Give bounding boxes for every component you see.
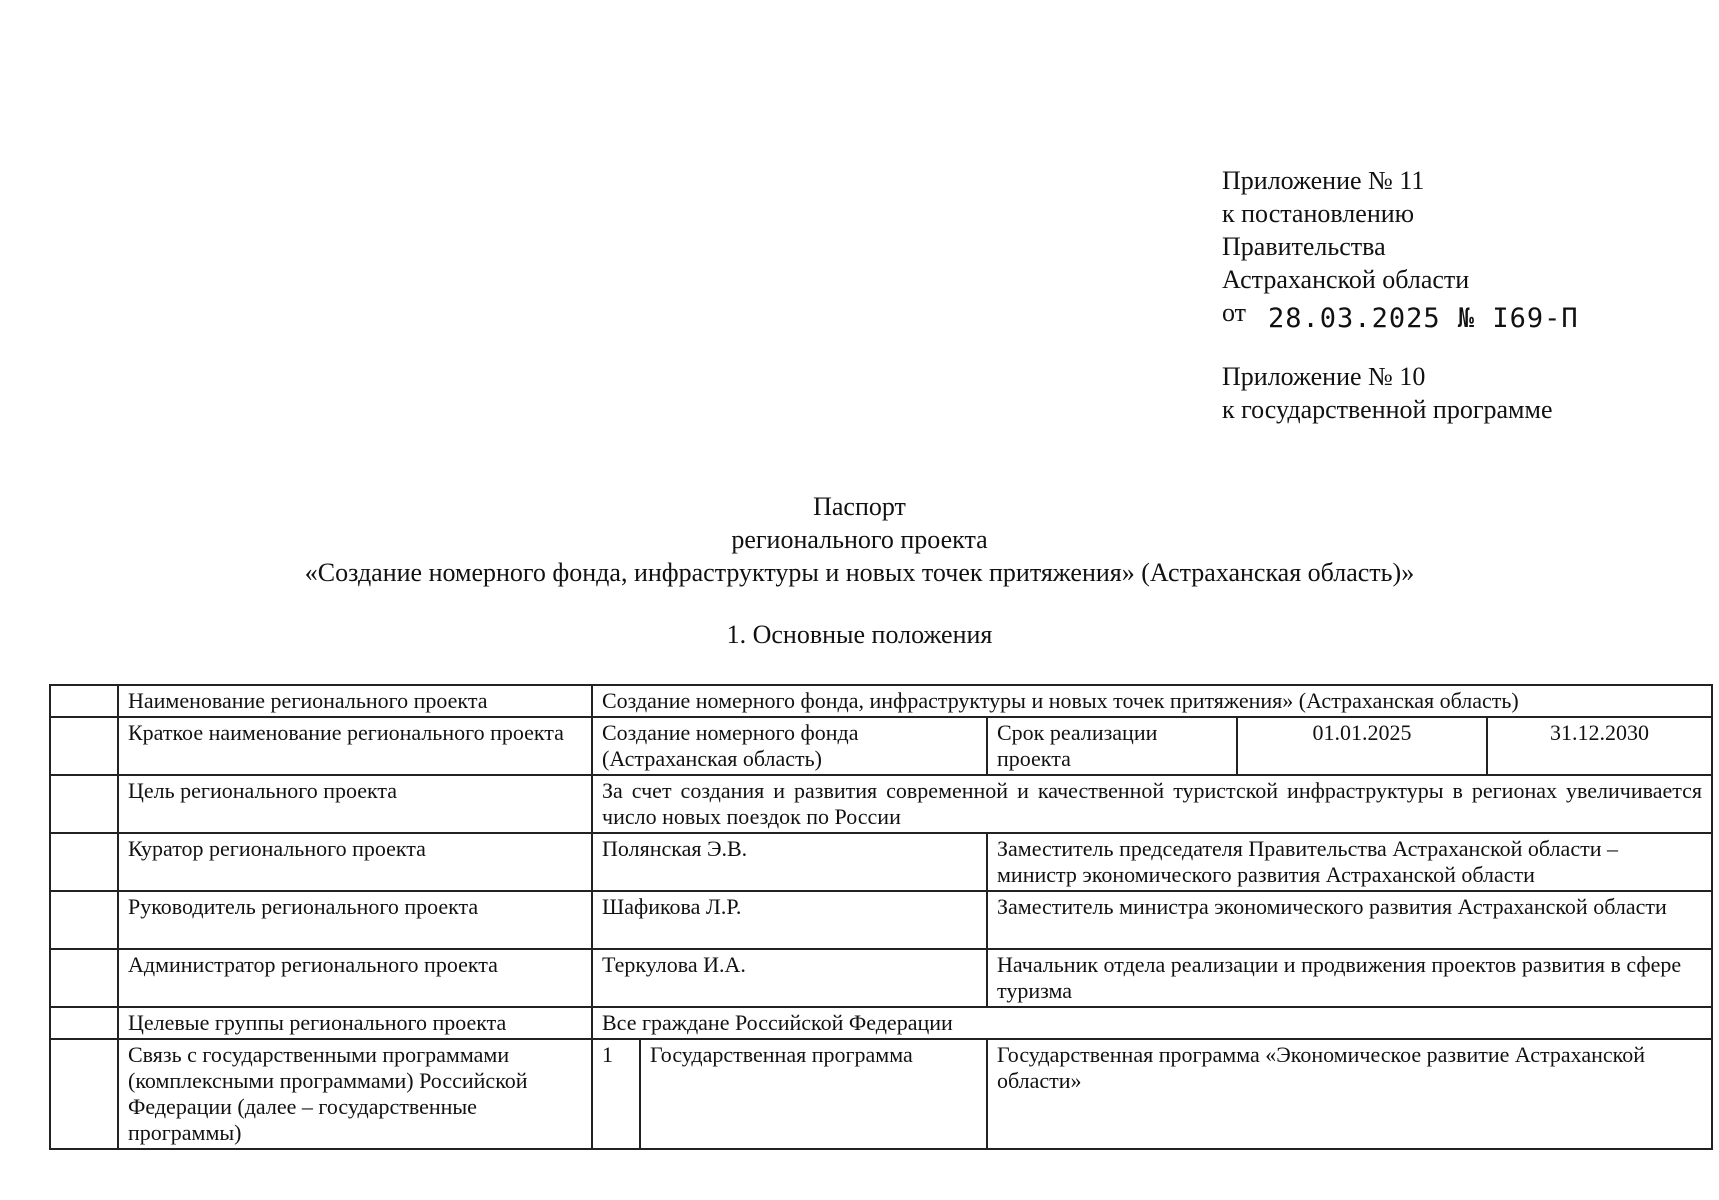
appendix-10-block [1222, 360, 1553, 426]
title-line1: Паспорт [813, 492, 906, 521]
short-name-value: Создание номерного фонда (Астраханская область) [592, 717, 987, 775]
row-spacer-cell [50, 1039, 118, 1149]
curator-position: Заместитель председателя Правительства Астраханской области – министр экономического развития Астраханской области [987, 833, 1712, 891]
head-position: Заместитель министра экономического развития Астраханской области [987, 891, 1712, 949]
start-date: 01.01.2025 [1237, 717, 1487, 775]
section-heading: 1. Основные положения [726, 620, 993, 649]
appendix-11-line4: Астраханской области [1222, 265, 1470, 294]
administrator-position: Начальник отдела реализации и продвижения проектов развития в сфере туризма [987, 949, 1712, 1007]
head-person: Шафикова Л.Р. [592, 891, 987, 949]
programs-type: Государственная программа [640, 1039, 987, 1149]
goal-value: За счет создания и развития современной и качественной туристской инфраструктуры в регионах увеличивается число новых поездок по России [592, 775, 1712, 833]
administrator-label: Администратор регионального проекта [118, 949, 592, 1007]
table-row-name [50, 685, 1712, 717]
row-spacer-cell [50, 891, 118, 949]
name-label: Наименование регионального проекта [118, 685, 592, 717]
appendix-10-line1: Приложение № 10 [1222, 362, 1426, 391]
period-label: Срок реализации проекта [987, 717, 1237, 775]
document-title [0, 490, 1719, 589]
programs-num: 1 [592, 1039, 640, 1149]
row-spacer-cell [50, 775, 118, 833]
title-line3: «Создание номерного фонда, инфраструктуры и новых точек притяжения» (Астраханская область)» [304, 558, 1415, 587]
name-value: Создание номерного фонда, инфраструктуры и новых точек притяжения» (Астраханская область) [592, 685, 1712, 717]
table-row-administrator [50, 949, 1712, 1007]
appendix-11-line2: к постановлению [1222, 199, 1415, 228]
row-spacer-cell [50, 949, 118, 1007]
table-row-curator [50, 833, 1712, 891]
appendix-10-line2: к государственной программе [1222, 395, 1553, 424]
row-spacer-cell [50, 1007, 118, 1039]
curator-label: Куратор регионального проекта [118, 833, 592, 891]
table-row-short-name [50, 717, 1712, 775]
handwritten-date-number: 28.03.2025 № I69-П [1268, 303, 1579, 334]
appendix-11-block [1222, 164, 1579, 334]
date-prefix: от [1222, 298, 1247, 327]
row-spacer-cell [50, 833, 118, 891]
goal-label: Цель регионального проекта [118, 775, 592, 833]
row-spacer-cell [50, 685, 118, 717]
administrator-person: Теркулова И.А. [592, 949, 987, 1007]
end-date: 31.12.2030 [1487, 717, 1712, 775]
target-groups-label: Целевые группы регионального проекта [118, 1007, 592, 1039]
row-spacer-cell [50, 717, 118, 775]
table-row-target-groups [50, 1007, 1712, 1039]
target-groups-value: Все граждане Российской Федерации [592, 1007, 1712, 1039]
programs-label: Связь с государственными программами (комплексными программами) Российской Федерации (далее – государственные программы) [118, 1039, 592, 1149]
short-name-label: Краткое наименование регионального проекта [118, 717, 592, 775]
curator-person: Полянская Э.В. [592, 833, 987, 891]
table-row-programs [50, 1039, 1712, 1149]
appendix-11-line3: Правительства [1222, 232, 1386, 261]
title-line2: регионального проекта [731, 525, 988, 554]
programs-value: Государственная программа «Экономическое развитие Астраханской области» [987, 1039, 1712, 1149]
table-row-head [50, 891, 1712, 949]
appendix-11-date-line [1222, 296, 1579, 334]
passport-table [49, 684, 1713, 1150]
appendix-11-line1: Приложение № 11 [1222, 166, 1425, 195]
head-label: Руководитель регионального проекта [118, 891, 592, 949]
table-row-goal [50, 775, 1712, 833]
